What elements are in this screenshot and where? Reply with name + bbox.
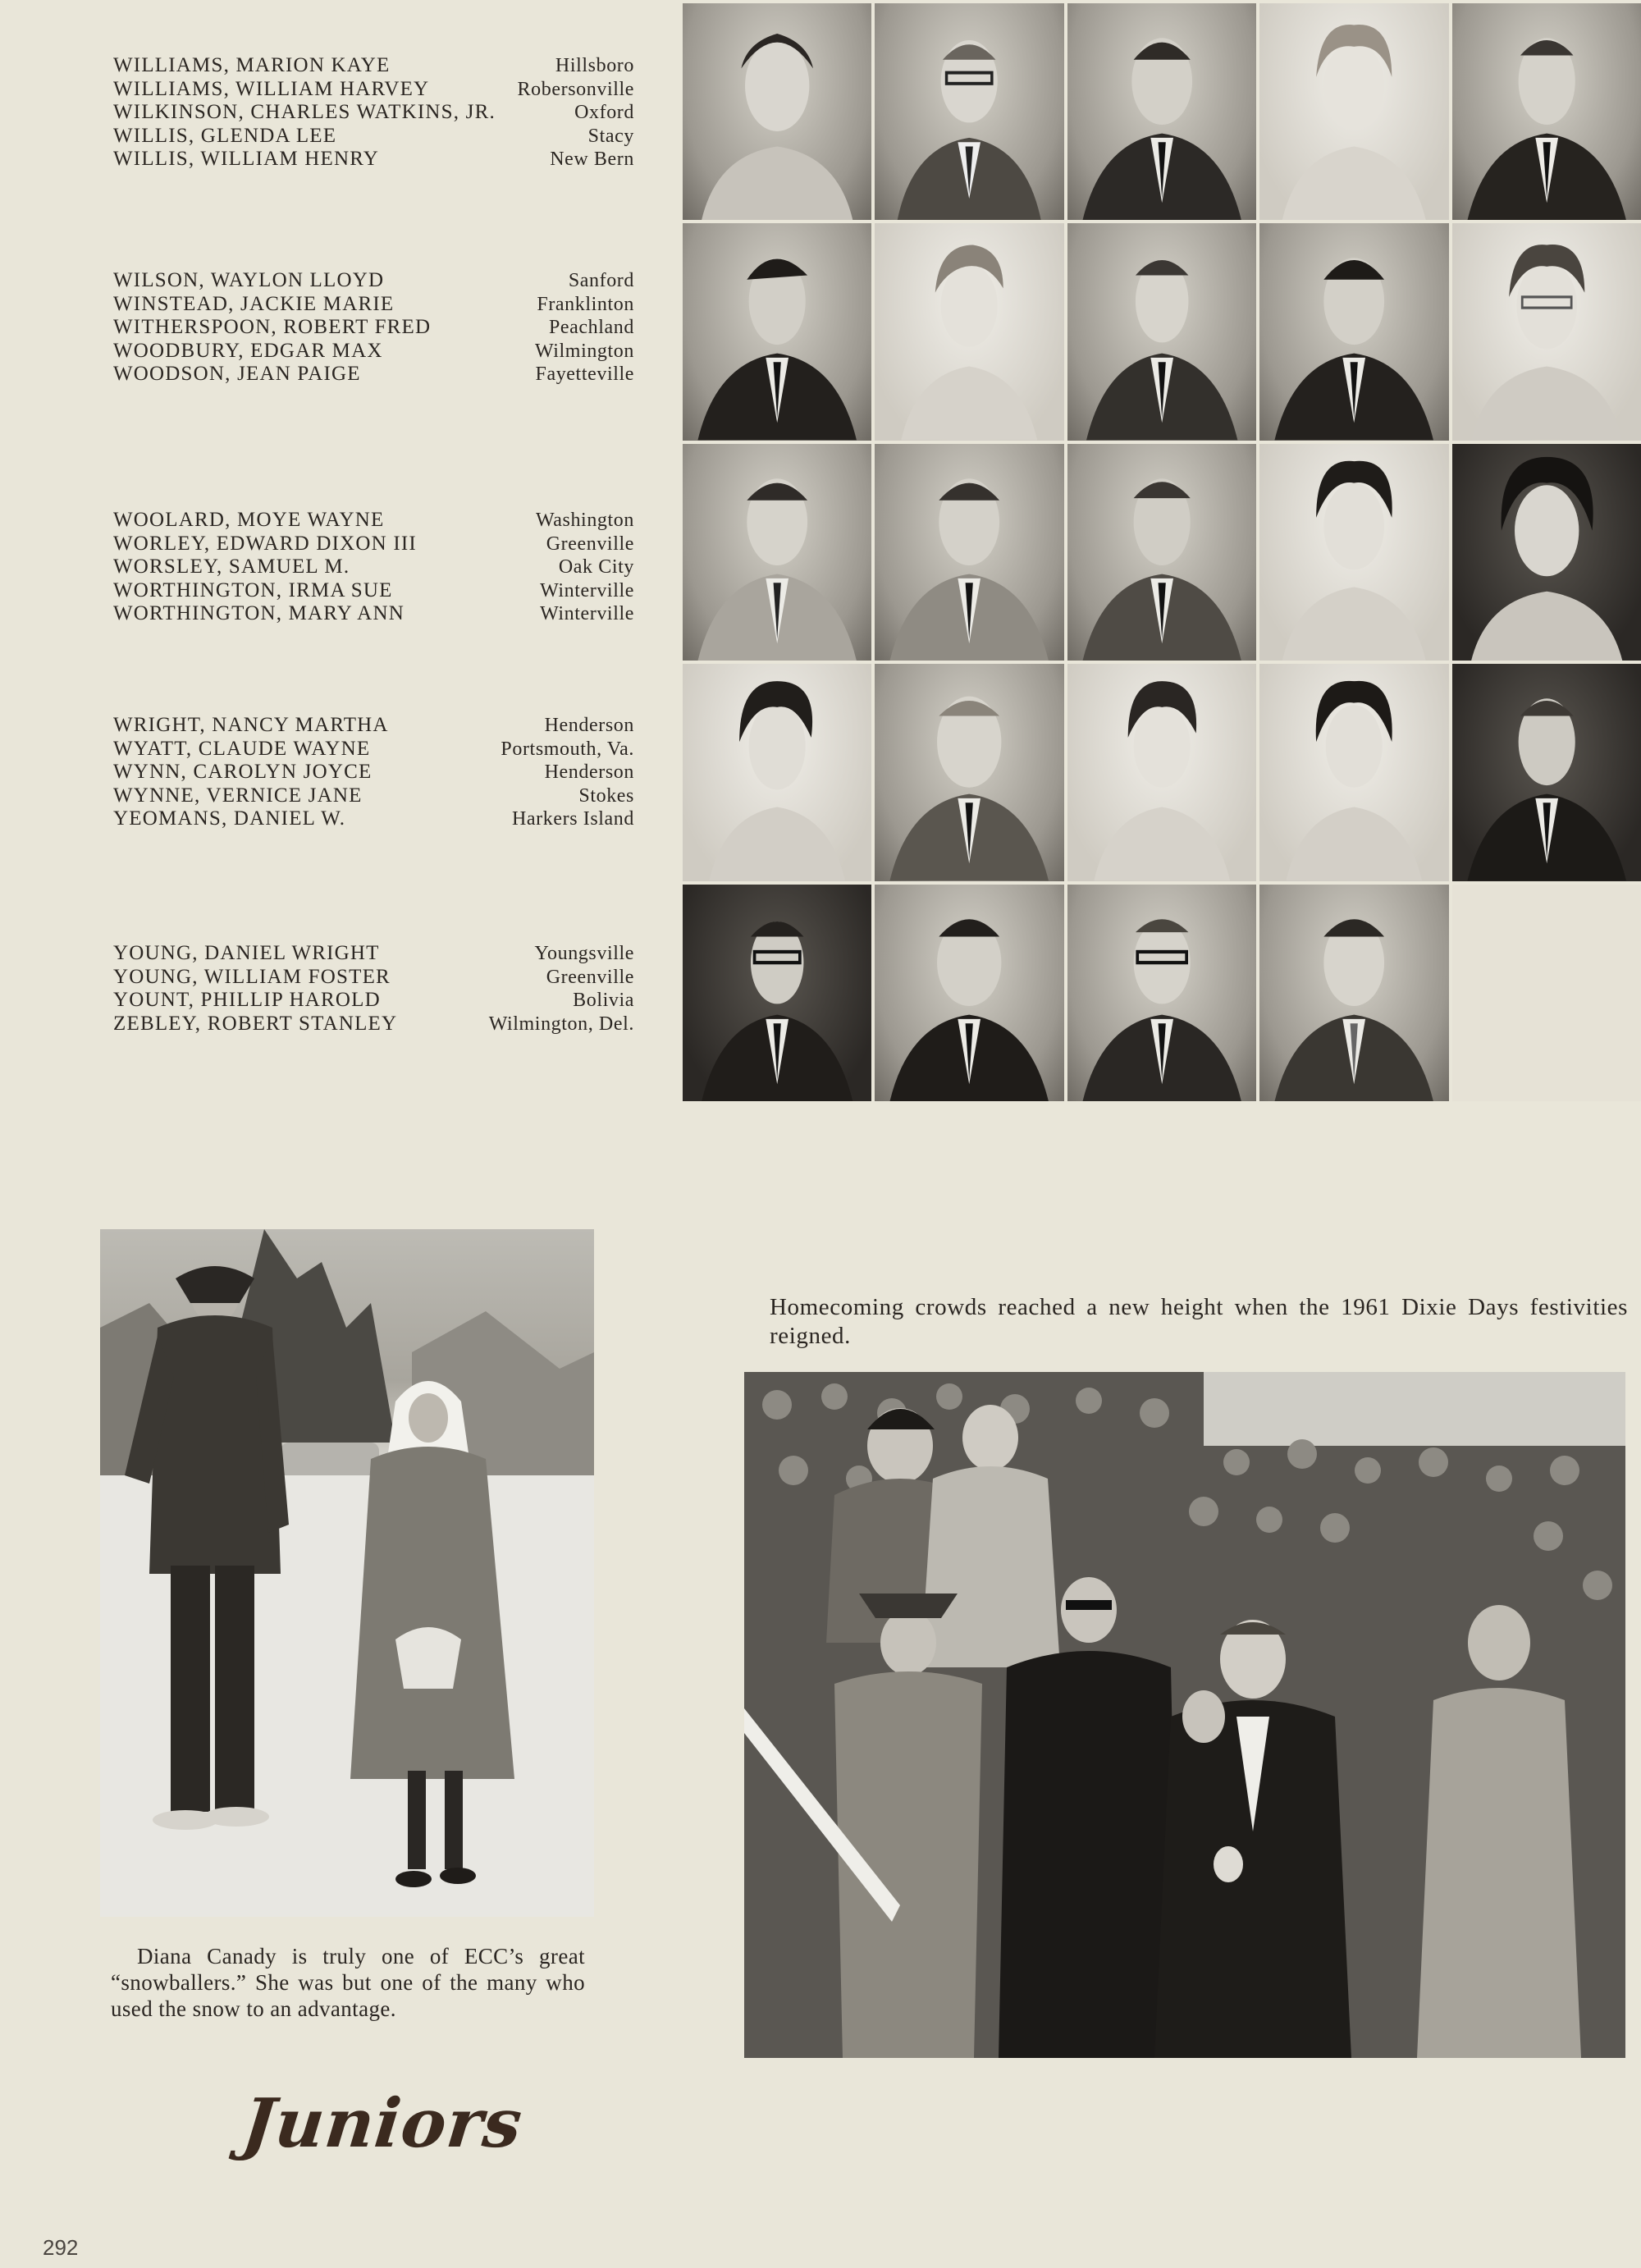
student-hometown: Greenville: [546, 533, 634, 555]
student-name: WILLIS, GLENDA LEE: [113, 124, 337, 147]
student-row: [113, 738, 634, 761]
student-row: [113, 966, 634, 990]
student-name: ZEBLEY, ROBERT STANLEY: [113, 1012, 398, 1035]
student-row: [113, 269, 634, 293]
student-row: [113, 340, 634, 364]
student-row: [113, 316, 634, 340]
student-name: WILLIS, WILLIAM HENRY: [113, 148, 379, 170]
portrait-photo: [1259, 664, 1448, 880]
student-name: WYNN, CAROLYN JOYCE: [113, 761, 373, 783]
student-row: [113, 989, 634, 1013]
portrait-photo: [683, 885, 871, 1101]
student-hometown: New Bern: [550, 149, 634, 170]
portrait-photo: [1067, 223, 1256, 440]
student-row: [113, 761, 634, 784]
student-row: [113, 556, 634, 579]
student-name: WORLEY, EDWARD DIXON III: [113, 532, 417, 555]
student-hometown: Oak City: [558, 556, 634, 578]
student-name: YOUNG, WILLIAM FOSTER: [113, 965, 391, 988]
student-row: [113, 101, 634, 125]
portrait-photo: [1067, 3, 1256, 220]
student-name: WOODBURY, EDGAR MAX: [113, 339, 383, 362]
portrait-photo: [875, 664, 1063, 880]
student-row: [113, 363, 634, 386]
student-hometown: Robersonville: [517, 78, 634, 100]
student-name: WILSON, WAYLON LLOYD: [113, 269, 385, 291]
portrait-photo: [683, 664, 871, 880]
student-row: [113, 54, 634, 78]
student-name: WILLIAMS, WILLIAM HARVEY: [113, 77, 430, 100]
student-name: WOOLARD, MOYE WAYNE: [113, 509, 385, 531]
student-name: WITHERSPOON, ROBERT FRED: [113, 316, 432, 338]
page-number: 292: [43, 2235, 79, 2260]
name-list-group-3: [113, 509, 634, 626]
snow-caption: Diana Canady is truly one of ECC’s great “snowballers.” She was but one of the many who used the snow to an advantage.: [111, 1944, 585, 2021]
student-row: [113, 1013, 634, 1036]
student-hometown: Peachland: [548, 317, 634, 338]
student-hometown: Greenville: [546, 966, 634, 988]
student-hometown: Oxford: [574, 102, 634, 123]
name-list-group-4: [113, 714, 634, 831]
portrait-photo: [1452, 3, 1641, 220]
student-hometown: Wilmington: [534, 340, 634, 362]
portrait-photo: [1259, 444, 1448, 661]
name-list-group-2: [113, 269, 634, 386]
student-hometown: Fayetteville: [535, 364, 634, 385]
student-hometown: Winterville: [540, 579, 634, 601]
student-row: [113, 509, 634, 533]
student-row: [113, 533, 634, 556]
homecoming-caption: Homecoming crowds reached a new height when the 1961 Dixie Days festivities reigned.: [770, 1294, 1628, 1349]
student-hometown: Hillsboro: [555, 55, 634, 76]
student-row: [113, 125, 634, 149]
portrait-photo: [1067, 664, 1256, 880]
student-row: [113, 942, 634, 966]
portrait-photo: [1452, 444, 1641, 661]
section-title: Juniors: [238, 2084, 527, 2163]
student-hometown: Henderson: [544, 715, 634, 736]
portrait-photo: [875, 223, 1063, 440]
student-name: YEOMANS, DANIEL W.: [113, 807, 346, 830]
student-hometown: Wilmington, Del.: [488, 1013, 634, 1035]
student-name: WILLIAMS, MARION KAYE: [113, 54, 391, 76]
student-name: WOODSON, JEAN PAIGE: [113, 363, 361, 385]
student-name: WYNNE, VERNICE JANE: [113, 784, 363, 807]
student-row: [113, 807, 634, 831]
student-name: YOUNG, DANIEL WRIGHT: [113, 942, 380, 964]
student-row: [113, 784, 634, 808]
student-hometown: Franklinton: [537, 293, 634, 315]
student-name: WORTHINGTON, IRMA SUE: [113, 578, 393, 601]
student-hometown: Winterville: [540, 603, 634, 624]
student-hometown: Stokes: [578, 784, 634, 807]
student-row: [113, 293, 634, 317]
student-row: [113, 78, 634, 102]
student-hometown: Sanford: [568, 270, 634, 291]
portrait-photo: [1067, 885, 1256, 1101]
portrait-photo: [875, 444, 1063, 661]
student-name: WYATT, CLAUDE WAYNE: [113, 737, 371, 760]
student-hometown: Bolivia: [573, 990, 634, 1011]
portrait-photo: [1452, 664, 1641, 880]
portrait-grid: [683, 3, 1641, 1101]
student-name: WINSTEAD, JACKIE MARIE: [113, 292, 395, 315]
student-hometown: Washington: [535, 510, 634, 531]
portrait-photo: [683, 3, 871, 220]
student-hometown: Stacy: [587, 125, 634, 147]
student-name: WORTHINGTON, MARY ANN: [113, 602, 405, 624]
empty-portrait-slot: [1452, 885, 1641, 1101]
student-hometown: Youngsville: [534, 943, 634, 964]
portrait-photo: [1259, 223, 1448, 440]
student-row: [113, 714, 634, 738]
student-row: [113, 602, 634, 626]
portrait-photo: [875, 3, 1063, 220]
student-hometown: Henderson: [544, 761, 634, 783]
portrait-photo: [683, 223, 871, 440]
portrait-photo: [1259, 885, 1448, 1101]
portrait-photo: [1067, 444, 1256, 661]
portrait-photo: [1259, 3, 1448, 220]
student-name: YOUNT, PHILLIP HAROLD: [113, 989, 381, 1011]
portrait-photo: [875, 885, 1063, 1101]
homecoming-crowd-photo: [744, 1372, 1625, 2058]
portrait-photo: [683, 444, 871, 661]
student-name: WILKINSON, CHARLES WATKINS, JR.: [113, 101, 496, 123]
student-name: WRIGHT, NANCY MARTHA: [113, 714, 389, 736]
snow-photo: [100, 1229, 594, 1917]
student-row: [113, 579, 634, 603]
student-name: WORSLEY, SAMUEL M.: [113, 556, 350, 578]
name-list-group-5: [113, 942, 634, 1036]
name-list-group-1: [113, 54, 634, 171]
student-hometown: Harkers Island: [511, 808, 634, 830]
portrait-photo: [1452, 223, 1641, 440]
student-hometown: Portsmouth, Va.: [501, 738, 634, 760]
student-row: [113, 148, 634, 171]
